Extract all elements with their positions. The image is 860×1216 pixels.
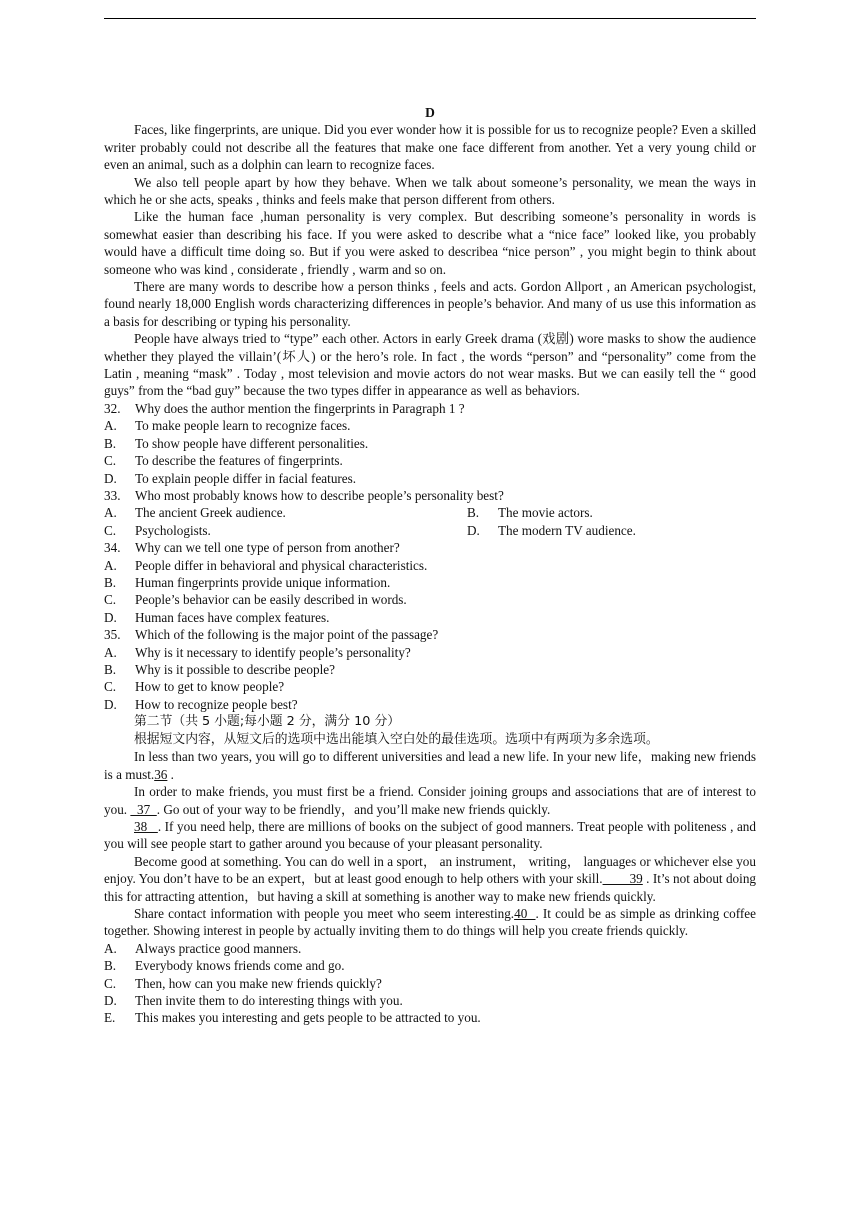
option-item	[104, 661, 756, 678]
option-text: Then invite them to do interesting things with you.	[135, 993, 403, 1009]
option-letter: A.	[104, 505, 117, 521]
option-text: The ancient Greek audience.	[135, 505, 286, 521]
option-text: How to recognize people best?	[135, 696, 298, 712]
option-text: People’s behavior can be easily described in words.	[135, 592, 407, 608]
option-letter: C.	[104, 975, 117, 991]
section-instructions: 根据短文内容，从短文后的选项中选出能填入空白处的最佳选项。选项中有两项为多余选项。	[134, 731, 659, 747]
option-letter: A.	[104, 418, 117, 434]
option-text: Human faces have complex features.	[135, 609, 330, 625]
option-letter: C.	[104, 592, 117, 608]
option-item	[104, 678, 756, 695]
option-letter: A.	[104, 940, 117, 956]
question-34	[104, 539, 756, 556]
option-item	[104, 992, 756, 1009]
question-35	[104, 626, 756, 643]
exam-page	[104, 104, 756, 1027]
option-row	[104, 522, 756, 539]
option-text: To describe the features of fingerprints.	[135, 453, 343, 469]
option-letter: D.	[467, 522, 480, 538]
option-item	[467, 504, 593, 521]
passage-paragraph: Faces, like fingerprints, are unique. Did you ever wonder how it is possible for us to recognize people? Even a skilled writer probably could not describe all the features that make one face different from another. Yet a very young child or even an animal, such as a dolphin can learn to recognize faces.	[104, 122, 756, 173]
option-letter: D.	[104, 609, 117, 625]
option-item	[104, 940, 756, 957]
option-text: Why is it possible to describe people?	[135, 661, 335, 677]
option-letter: C.	[104, 522, 117, 538]
blank-36: 36	[154, 766, 168, 782]
option-text: Human fingerprints provide unique information.	[135, 574, 391, 590]
option-letter: D.	[104, 993, 117, 1009]
option-text: The movie actors.	[498, 505, 593, 521]
cloze-paragraph: 38 . If you need help, there are millions of books on the subject of good manners. Treat people with politeness , and you will see people start to gather around you because of your pleasant personality.	[104, 819, 756, 852]
cloze-paragraph: In order to make friends, you must first be a friend. Consider joining groups and associations that are of interest to you. 37 . Go out of your way to be friendly，and you’ll make new friends quickly.	[104, 784, 756, 817]
question-number: 35.	[104, 627, 121, 643]
option-letter: B.	[104, 958, 117, 974]
option-item	[104, 1009, 756, 1026]
option-text: This makes you interesting and gets people to be attracted to you.	[135, 1010, 481, 1026]
section-title: D	[425, 105, 435, 120]
option-item	[104, 504, 467, 521]
option-item	[104, 591, 756, 608]
passage-paragraph: People have always tried to “type” each other. Actors in early Greek drama (戏剧) wore masks to show the audience whether they played the villain’(坏人) or the hero’s role. In fact , the words “person” and “personality” come from the Latin , meaning “mask” . Today , most television and movie actors do not wear masks. But we can easily tell the “ good guys” from the “bad guy” because the two types differ in appearance as well as behaviors.	[104, 331, 756, 399]
blank-38: 38	[134, 819, 158, 835]
option-text: Why is it necessary to identify people’s personality?	[135, 644, 411, 660]
option-item	[104, 574, 756, 591]
option-item	[104, 522, 467, 539]
option-item	[104, 435, 756, 452]
passage-paragraph: We also tell people apart by how they behave. When we talk about someone’s personality, we mean the ways in which he or she acts, speaks , thinks and feels make that person different from others.	[104, 174, 756, 208]
option-letter: B.	[467, 505, 480, 521]
option-text: To show people have different personalities.	[135, 435, 369, 451]
option-letter: A.	[104, 644, 117, 660]
option-item	[104, 452, 756, 469]
option-text: Psychologists.	[135, 522, 211, 538]
option-letter: D.	[104, 696, 117, 712]
question-text: Who most probably knows how to describe people’s personality best?	[135, 487, 504, 503]
passage-paragraph: There are many words to describe how a person thinks , feels and acts. Gordon Allport , an American psychologist, found nearly 18,000 English words characterizing differences in people’s behavior. And many of us use this information as a basis for describing or typing his personality.	[104, 279, 756, 329]
question-33	[104, 487, 756, 504]
question-text: Why does the author mention the fingerprints in Paragraph 1 ?	[135, 400, 465, 416]
option-item	[104, 470, 756, 487]
cloze-paragraph: Become good at something. You can do well in a sport， an instrument， writing， languages or whichever else you enjoy. You don’t have to be an expert，but at least good enough to help others with your skill. 39 . It’s not about doing this for attracting attention，but having a skill at something is another way to make new friends quickly.	[104, 853, 757, 904]
question-text: Why can we tell one type of person from another?	[135, 540, 400, 556]
question-text: Which of the following is the major point of the passage?	[135, 627, 439, 643]
option-text: Everybody knows friends come and go.	[135, 958, 345, 974]
cloze-paragraph: Share contact information with people you meet who seem interesting.40 . It could be as simple as drinking coffee together. Showing interest in people by actually inviting them to do things will help you create friends quickly.	[104, 906, 756, 939]
option-item	[104, 609, 756, 626]
question-number: 32.	[104, 400, 121, 416]
option-row	[104, 504, 756, 521]
option-letter: B.	[104, 661, 117, 677]
option-item	[467, 522, 636, 539]
option-item	[104, 975, 756, 992]
option-text: To make people learn to recognize faces.	[135, 418, 351, 434]
option-text: Then, how can you make new friends quickly?	[135, 975, 382, 991]
question-32	[104, 400, 756, 417]
question-number: 33.	[104, 487, 121, 503]
cloze-paragraph: In less than two years, you will go to different universities and lead a new life. In your new life，making new friends is a must.36 .	[104, 749, 756, 782]
option-text: How to get to know people?	[135, 679, 285, 695]
option-letter: B.	[104, 435, 117, 451]
option-text: People differ in behavioral and physical characteristics.	[135, 557, 428, 573]
option-text: Always practice good manners.	[135, 940, 302, 956]
option-item	[104, 417, 756, 434]
option-letter: A.	[104, 557, 117, 573]
option-text: The modern TV audience.	[498, 522, 636, 538]
passage-paragraph: Like the human face ,human personality is very complex. But describing someone’s personality in words is somewhat easier than describing his face. If you were asked to describe what a “nice face” looked like, you probably would have a difficult time doing so. But if you were asked to describea “nice person” , you might begin to think about someone who was kind , considerate , friendly , warm and so on.	[104, 209, 756, 277]
option-item	[104, 957, 756, 974]
option-letter: B.	[104, 574, 117, 590]
option-text: To explain people differ in facial features.	[135, 470, 357, 486]
header-rule	[104, 18, 756, 19]
blank-40: 40	[514, 906, 536, 922]
option-letter: D.	[104, 470, 117, 486]
blank-39: 39	[602, 871, 643, 887]
blank-37: 37	[130, 801, 157, 817]
option-letter: E.	[104, 1010, 116, 1026]
option-item	[104, 557, 756, 574]
option-item	[104, 644, 756, 661]
option-item	[104, 696, 756, 713]
option-letter: C.	[104, 679, 117, 695]
section-heading: 第二节（共 5 小题;每小题 2 分，满分 10 分）	[134, 714, 401, 730]
question-number: 34.	[104, 540, 121, 556]
option-letter: C.	[104, 453, 117, 469]
